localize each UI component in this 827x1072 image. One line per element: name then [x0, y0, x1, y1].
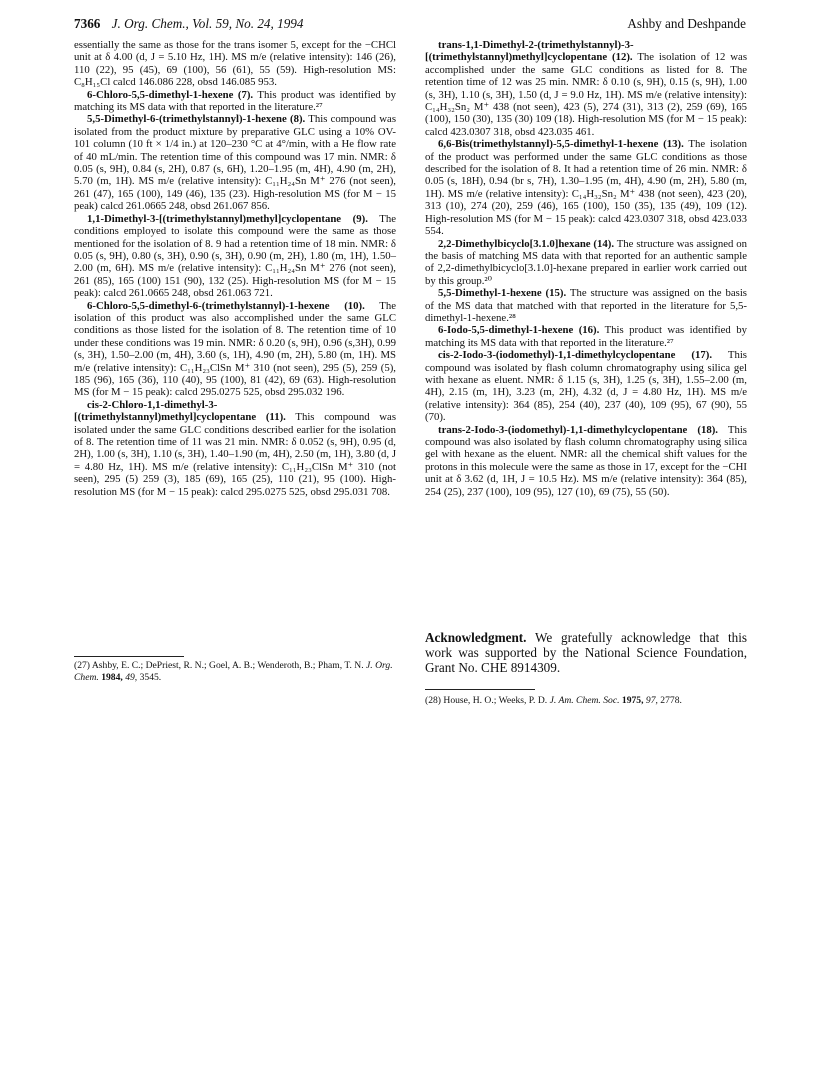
page-number: 7366 [74, 16, 101, 31]
footnote-27 [74, 660, 396, 684]
footnote-volume: 49, [125, 671, 138, 683]
compound-name: 6-Chloro-5,5-dimethyl-1-hexene (7). [87, 88, 254, 101]
compound-name: 5,5-Dimethyl-1-hexene (15). [438, 287, 567, 300]
paragraph [425, 324, 747, 349]
compound-name: cis-2-Iodo-3-(iodomethyl)-1,1-dimethylcyclopentane (17). [438, 349, 713, 362]
paragraph-body: This compound was isolated under the same GLC conditions described earlier for the isolation of 8. The retention time of 11 was 21 min. NMR: δ 0.052 (s, 9H), 0.95 (d, 2H), 1.00 (s, 3H), 1.10 (s, 3H), 1.40–1.90 (m, 4H), 2.50 (m, 1H), 3.80 (d, J = 4.80 Hz, 1H). MS m/e (relative intensity): C₁₁H₂₃ClSn M⁺ 310 (not seen), 295 (5) 259 (3), 185 (69), 165 (25), 110 (21), 95 (100). High-resolution MS (for M − 15 peak): calcd 295.0275 525, obsd 295.031 708. [74, 411, 397, 498]
right-column [425, 39, 747, 498]
running-authors: Ashby and Deshpande [627, 16, 746, 31]
paragraph-body: This product was identified by matching its MS data with that reported in the literature.²⁷ [425, 324, 747, 349]
compound-name: 5,5-Dimethyl-6-(trimethylstannyl)-1-hexene (8). [87, 113, 306, 126]
paragraph-body: This compound was isolated by flash column chromatography using silica gel with hexane as eluent. NMR: δ 1.15 (s, 3H), 1.25 (s, 3H), 1.55–2.00 (m, 4H), 2.15 (m, 1H), 3.23 (m, 2H), 4.32 (d, J = 4.80 Hz, 1H). MS m/e (relative intensity): 364 (85), 254 (40), 237 (40), 109 (95), 67 (90), 55 (70). [425, 349, 747, 424]
footnote-volume: 97, [645, 695, 658, 706]
paragraph [425, 238, 747, 288]
paragraph [425, 138, 747, 237]
compound-name: 1,1-Dimethyl-3-[(trimethylstannyl)methyl]cyclopentane (9). [87, 212, 368, 225]
paragraph [74, 300, 396, 399]
footnote-rule [425, 689, 535, 690]
footnote-pages: 2778. [660, 695, 682, 706]
paragraph-body: The structure was assigned on the basis of the MS data that matched with that reported in the literature for 5,5-dimethyl-1-hexene.²⁸ [425, 287, 747, 324]
journal-citation: J. Org. Chem., Vol. 59, No. 24, 1994 [111, 16, 304, 31]
compound-name: 6,6-Bis(trimethylstannyl)-5,5-dimethyl-1-hexene (13). [438, 138, 684, 151]
paragraph [425, 349, 747, 423]
footnote-journal: J. Am. Chem. Soc. [549, 695, 620, 706]
footnote-rule [74, 656, 184, 657]
paragraph [425, 39, 747, 138]
paragraph-body: essentially the same as those for the trans isomer 5, except for the −CHCl unit at δ 4.00 (d, J = 5.10 Hz, 1H). MS m/e (relative intensity): 146 (26), 110 (22), 95 (45), 69 (100), 56 (61), 55 (59). High-resolution MS: C₈H₁₅Cl calcd 146.086 228, obsd 146.085 953. [74, 39, 396, 89]
acknowledgment-heading: Acknowledgment. [425, 630, 527, 645]
footnote-year: 1984, [101, 671, 123, 683]
paragraph [74, 89, 396, 114]
compound-name: 2,2-Dimethylbicyclo[3.1.0]hexane (14). [438, 237, 615, 250]
acknowledgment-text: We gratefully acknowledge that this work was supported by the National Science Foundation, Grant No. CHE 8914309. [425, 630, 747, 676]
footnote-authors: House, H. O.; Weeks, P. D. [443, 695, 548, 706]
compound-name: trans-1,1-Dimethyl-2-(trimethylstannyl)-3-[(trimethylstannyl)methyl]cyclopentane (12). [425, 39, 634, 64]
paragraph [74, 213, 396, 300]
footnote-ref: (28) [425, 695, 441, 706]
footnote-pages: 3545. [139, 671, 162, 683]
paragraph [425, 424, 747, 498]
paragraph [74, 113, 396, 212]
paragraph [425, 287, 747, 324]
paragraph-body: The isolation of this product was also accomplished under the same GLC conditions as those listed for the isolation of 8. The retention time of 10 under these conditions was 19 min. NMR: δ 0.20 (s, 9H), 0.96 (s,3H), 0.99 (s, 3H), 1.50–2.00 (m, 4H), 3.60 (s, 1H), 4.90 (m, 2H), 5.80 (m, 1H). MS m/e (relative intensity): C₁₁H₂₃ClSn M⁺ 310 (not seen), 295 (5), 259 (5), 185 (96), 165 (36), 110 (40), 95 (100), 81 (42), 69 (63). High-resolution MS (for M − 15 peak): calcd 295.0275 525, obsd 295.032 196. [74, 299, 397, 399]
compound-name: trans-2-Iodo-3-(iodomethyl)-1,1-dimethylcyclopentane (18). [438, 423, 718, 436]
footnote-journal: J. Org. Chem. [74, 660, 393, 683]
acknowledgment [425, 630, 747, 676]
footnote-28 [425, 695, 747, 707]
left-column [74, 39, 396, 498]
paragraph-body: This compound was also isolated by flash column chromatography using silica gel with hexane as the eluent. NMR: all the chemical shift values for the protons in this molecule were the same as those in 17, except for the −CHI unit at δ 3.62 (d, 1H, J = 10.5 Hz). MS m/e (relative intensity): 364 (85), 254 (25), 237 (100), 109 (95), 127 (10), 69 (75), 55 (50). [425, 423, 747, 498]
footnote-ref: (27) [74, 660, 90, 671]
paragraph-body: This compound was isolated from the product mixture by preparative GLC using a 10% OV-101 column (10 ft × 1/4 in.) at 120–230 °C at 4°/min, with a He flow rate of 40 mL/min. The retention time of this compound was 17 min. NMR: δ 0.05 (s, 9H), 0.84 (s, 2H), 0.87 (s, 6H), 1.20–1.95 (m, 4H), 4.90 (m, 2H), 5.70 (m, 1H). MS m/e (relative intensity): C₁₁H₂₄Sn M⁺ 276 (not seen), 261 (47), 165 (100), 149 (46), 135 (23). High-resolution MS (for M − 15 peak) calcd 261.0665 248, obsd 261.067 856. [74, 113, 397, 213]
compound-name: 6-Iodo-5,5-dimethyl-1-hexene (16). [438, 324, 600, 337]
paragraph [74, 39, 396, 89]
paragraph-body: The isolation of the product was performed under the same GLC conditions as those described for the isolation of 8. It had a retention time of 26 min. NMR: δ 0.05 (s, 18H), 0.94 (br s, 7H), 1.30–1.95 (m, 4H), 4.90 (m, 2H), 5.80 (m, 1H). MS m/e (relative intensity): C₁₄H₃₂Sn₂ M⁺ 438 (not seen), 423 (20), 313 (10), 274 (20), 259 (46), 165 (100), 150 (35), 135 (49), 109 (12). High-resolution MS (for M − 15 peak): calcd 423.0307 318, obsd 423.033 554. [425, 138, 747, 238]
paragraph [74, 399, 396, 498]
compound-name: 6-Chloro-5,5-dimethyl-6-(trimethylstannyl)-1-hexene (10). [87, 299, 365, 312]
compound-name: cis-2-Chloro-1,1-dimethyl-3-[(trimethylstannyl)methyl]cyclopentane (11). [74, 398, 286, 424]
footnote-authors: Ashby, E. C.; DePriest, R. N.; Goel, A. B.; Wenderoth, B.; Pham, T. N. [91, 660, 364, 671]
footnote-year: 1975, [621, 695, 644, 706]
paragraph-body: The conditions employed to isolate this compound were the same as those mentioned for the isolation of 8. 9 had a retention time of 18 min. NMR: δ 0.05 (s, 9H), 0.80 (s, 3H), 0.90 (s, 3H), 0.90 (m, 2H), 1.80 (m, 1H), 1.50–2.00 (m, 6H). MS m/e (relative intensity): C₁₁H₂₄Sn M⁺ 276 (not seen), 261 (85), 165 (100) 151 (90), 132 (25). High-resolution MS (for M − 15 peak): calcd 261.0665 248, obsd 261.063 721. [74, 212, 397, 300]
paragraph-body: This product was identified by matching its MS data with that reported in the literature.²⁷ [74, 88, 396, 114]
paragraph-body: The structure was assigned on the basis of matching MS data with that reported for an authentic sample of 2,2-dimethylbicyclo[3.1.0]-hexane prepared in earlier work carried out by this group.²⁰ [425, 237, 748, 287]
page-header [74, 16, 746, 34]
paragraph-body: The isolation of 12 was accomplished under the same GLC conditions as listed for 8. The retention time of 12 was 25 min. NMR: δ 0.10 (s, 9H), 0.15 (s, 9H), 1.00 (s, 3H), 1.10 (s, 3H), 1.50 (d, J = 9.0 Hz, 1H). MS m/e (relative intensity): C₁₄H₃₂Sn₂ M⁺ 438 (not seen), 423 (5), 274 (31), 313 (2), 259 (69), 165 (100), 150 (30), 135 (30) 109 (18). High-resolution MS (for M − 15 peak): calcd 423.0307 318, obsd 423.035 461. [425, 51, 748, 138]
